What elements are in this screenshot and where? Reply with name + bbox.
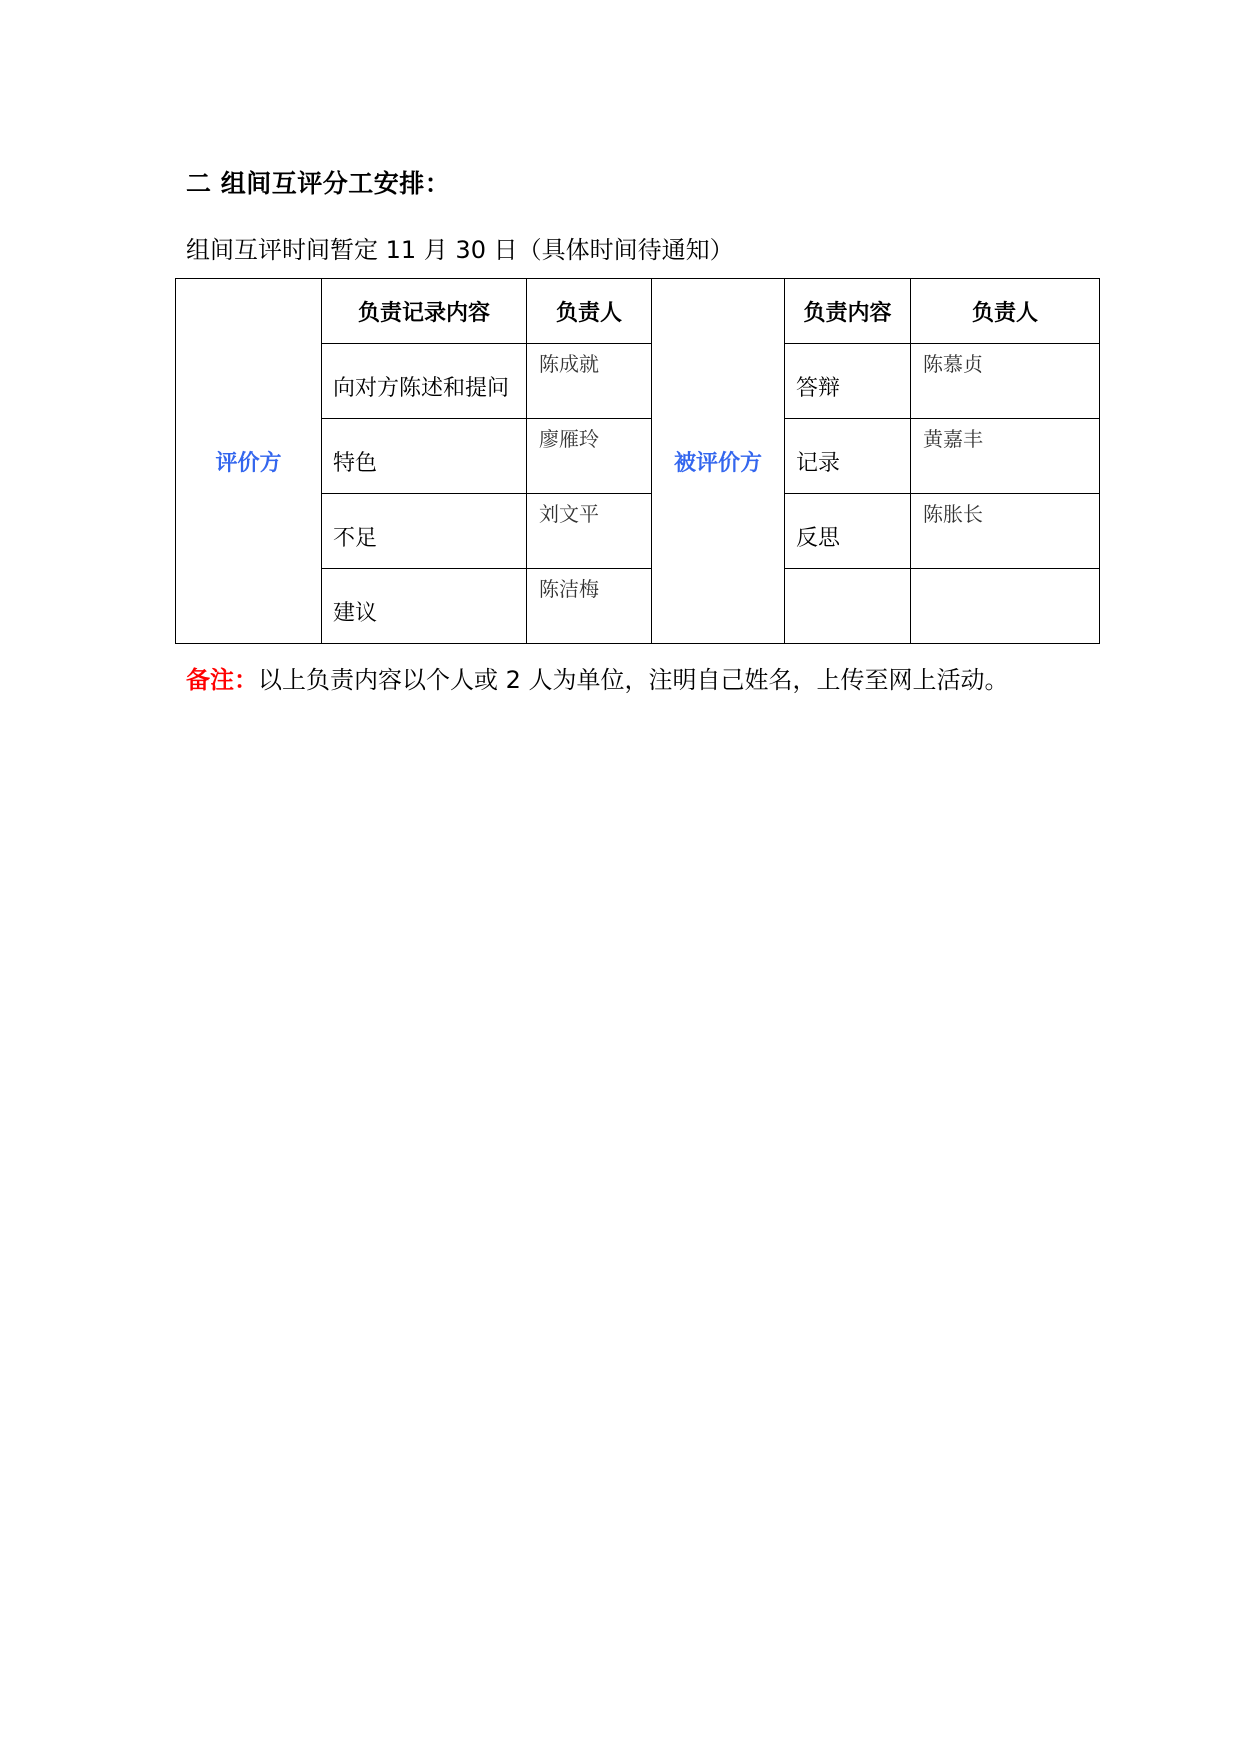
evaluator-person-header: 负责人 <box>527 279 652 344</box>
evaluator-person: 廖雁玲 <box>527 419 652 494</box>
note <box>186 660 1009 695</box>
evaluated-task-header: 负责内容 <box>785 279 911 344</box>
evaluated-task: 反思 <box>785 494 911 569</box>
evaluated-task: 记录 <box>785 419 911 494</box>
evaluator-label: 评价方 <box>176 279 322 644</box>
schedule-text: 组间互评时间暂定 11 月 30 日（具体时间待通知） <box>186 236 734 264</box>
evaluated-task: 答辩 <box>785 344 911 419</box>
evaluator-task: 不足 <box>322 494 527 569</box>
evaluated-task <box>785 569 911 644</box>
table-header-row <box>176 279 1100 344</box>
evaluated-person: 黄嘉丰 <box>911 419 1100 494</box>
evaluator-person: 陈成就 <box>527 344 652 419</box>
note-text: 以上负责内容以个人或 2 人为单位，注明自己姓名，上传至网上活动。 <box>258 666 1009 694</box>
evaluator-person: 陈洁梅 <box>527 569 652 644</box>
evaluator-person: 刘文平 <box>527 494 652 569</box>
assignment-table <box>175 278 1100 644</box>
evaluated-person <box>911 569 1100 644</box>
evaluator-task: 向对方陈述和提问 <box>322 344 527 419</box>
evaluator-task-header: 负责记录内容 <box>322 279 527 344</box>
note-label: 备注： <box>186 666 258 694</box>
evaluated-person: 陈慕贞 <box>911 344 1100 419</box>
evaluated-person-header: 负责人 <box>911 279 1100 344</box>
evaluator-task: 特色 <box>322 419 527 494</box>
section-heading: 二 组间互评分工安排： <box>186 169 451 198</box>
evaluator-task: 建议 <box>322 569 527 644</box>
evaluated-person: 陈胀长 <box>911 494 1100 569</box>
evaluated-label: 被评价方 <box>652 279 785 644</box>
